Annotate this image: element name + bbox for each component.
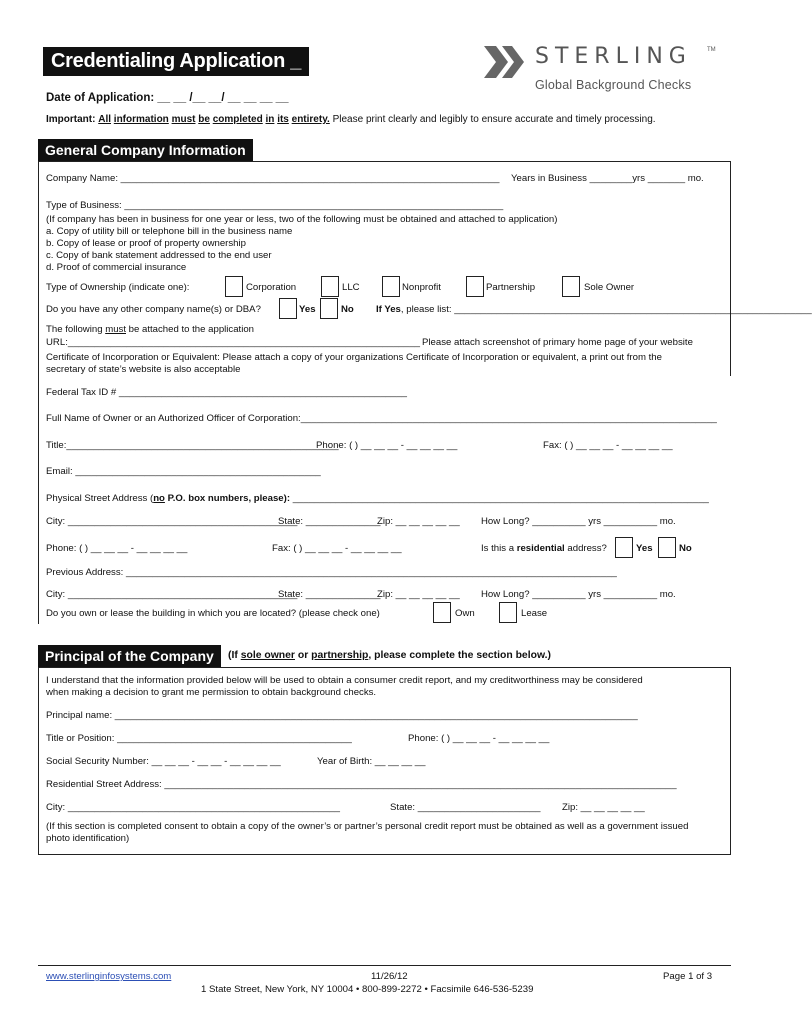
page-title: Credentialing Application _ bbox=[43, 47, 309, 76]
ssn-field[interactable]: Social Security Number: __ __ __ - __ __ - __ __ __ __ bbox=[46, 756, 281, 767]
residential-suffix: address? bbox=[564, 543, 607, 554]
important-notice bbox=[46, 114, 656, 125]
principal-section-heading: Principal of the Company bbox=[38, 645, 221, 667]
how-long-field-previous[interactable]: How Long? __________ yrs __________ mo. bbox=[481, 589, 676, 600]
footer-address: 1 State Street, New York, NY 10004 • 800-899-2272 • Facsimile 646-536-5239 bbox=[201, 984, 534, 995]
partnership-checkbox[interactable] bbox=[466, 276, 484, 297]
important-entirety: entirety. bbox=[291, 114, 330, 125]
general-left-rule bbox=[38, 376, 39, 624]
please-list-line: , please list: ___________________________________________________________________ bbox=[400, 304, 812, 315]
zip-field-previous[interactable]: Zip: __ __ __ __ __ bbox=[377, 589, 460, 600]
ownership-label: Type of Ownership (indicate one): bbox=[46, 282, 190, 293]
one-year-note-text: (If company has been in business for one year or less, two of the following must be obtained and attached to application) bbox=[46, 214, 558, 225]
physical-address-suffix: P.O. box numbers, please): bbox=[164, 493, 291, 504]
residential-word: residential bbox=[516, 543, 565, 554]
consent-text bbox=[46, 675, 643, 699]
physical-address-line: ______________________________________________________________________________ bbox=[292, 493, 709, 504]
footer-website[interactable] bbox=[46, 971, 171, 982]
dba-yes-label: Yes bbox=[299, 304, 316, 315]
city-field-previous[interactable]: City: ___________________________________________ bbox=[46, 589, 298, 600]
city-field[interactable]: City: ___________________________________________ bbox=[46, 516, 298, 527]
double-chevron-icon bbox=[484, 46, 528, 78]
certificate-line-2: secretary of state’s website is also acceptable bbox=[46, 364, 241, 375]
residential-question bbox=[481, 543, 607, 554]
own-label: Own bbox=[455, 608, 475, 619]
important-must: must bbox=[171, 114, 196, 125]
certificate-note bbox=[46, 352, 662, 376]
attachment-note bbox=[46, 324, 254, 335]
residential-no-checkbox[interactable] bbox=[658, 537, 676, 558]
important-in: in bbox=[265, 114, 275, 125]
footer-rule bbox=[38, 965, 731, 966]
principal-phone-field[interactable]: Phone: ( ) __ __ __ - __ __ __ __ bbox=[408, 733, 550, 744]
residential-yes-label: Yes bbox=[636, 543, 653, 554]
own-checkbox[interactable] bbox=[433, 602, 451, 623]
fax-field-2[interactable]: Fax: ( ) __ __ __ - __ __ __ __ bbox=[272, 543, 402, 554]
photo-id-note bbox=[46, 821, 688, 845]
important-its: its bbox=[277, 114, 289, 125]
lease-label: Lease bbox=[521, 608, 548, 619]
dba-no-label: No bbox=[341, 304, 354, 315]
email-field[interactable]: Email: ______________________________________________ bbox=[46, 466, 321, 477]
consent-line-2: when making a decision to grant me permission to obtain background checks. bbox=[46, 687, 377, 698]
years-in-business-field[interactable]: Years in Business ________yrs _______ mo. bbox=[511, 173, 704, 184]
consent-line-1: I understand that the information provided below will be used to obtain a consumer credit report, and my creditworthiness may be considered bbox=[46, 675, 643, 686]
nonprofit-checkbox[interactable] bbox=[382, 276, 400, 297]
note-sole-owner: sole owner bbox=[240, 650, 295, 661]
footer-page-number: Page 1 of 3 bbox=[663, 971, 713, 982]
year-of-birth-field[interactable]: Year of Birth: __ __ __ __ bbox=[317, 756, 426, 767]
photo-id-line-1: (If this section is completed consent to obtain a copy of the owner’s or partner’s personal credit report must be obtained as well as a government issued bbox=[46, 821, 689, 832]
note-prefix: (If bbox=[228, 650, 241, 661]
residential-yes-checkbox[interactable] bbox=[615, 537, 633, 558]
general-section-heading: General Company Information bbox=[38, 139, 253, 161]
residential-prefix: Is this a bbox=[481, 543, 517, 554]
owner-name-field[interactable]: Full Name of Owner or an Authorized Officer of Corporation:______________________________________________________________________________ bbox=[46, 413, 717, 424]
principal-name-field[interactable]: Principal name: __________________________________________________________________________________________________ bbox=[46, 710, 638, 721]
important-all: All bbox=[98, 114, 112, 125]
item-d: d. Proof of commercial insurance bbox=[46, 262, 187, 273]
how-long-field[interactable]: How Long? __________ yrs __________ mo. bbox=[481, 516, 676, 527]
following-prefix: The following bbox=[46, 324, 106, 335]
residential-address-field[interactable]: Residential Street Address: ________________________________________________________________________________________________ bbox=[46, 779, 677, 790]
previous-address-field[interactable]: Previous Address: ____________________________________________________________________________________________ bbox=[46, 567, 617, 578]
llc-label: LLC bbox=[342, 282, 360, 293]
trademark-mark: TM bbox=[707, 47, 716, 53]
principal-state-field[interactable]: State: _______________________ bbox=[390, 802, 541, 813]
residential-no-label: No bbox=[679, 543, 692, 554]
phone-field-2[interactable]: Phone: ( ) __ __ __ - __ __ __ __ bbox=[46, 543, 188, 554]
physical-address-no: no bbox=[153, 493, 165, 504]
dba-question: Do you have any other company name(s) or DBA? bbox=[46, 304, 261, 315]
following-must: must bbox=[105, 324, 126, 335]
corporation-label: Corporation bbox=[246, 282, 297, 293]
state-field-previous[interactable]: State: ______________ bbox=[278, 589, 381, 600]
state-field[interactable]: State: ______________ bbox=[278, 516, 381, 527]
company-name-field[interactable]: Company Name: _______________________________________________________________________ bbox=[46, 173, 500, 184]
item-c: c. Copy of bank statement addressed to the end user bbox=[46, 250, 272, 261]
physical-address-field[interactable] bbox=[46, 493, 709, 504]
sole-owner-checkbox[interactable] bbox=[562, 276, 580, 297]
llc-checkbox[interactable] bbox=[321, 276, 339, 297]
important-label: Important: bbox=[46, 114, 96, 125]
phone-field[interactable]: Phone: ( ) __ __ __ - __ __ __ __ bbox=[316, 440, 458, 451]
note-or: or bbox=[294, 650, 312, 661]
certificate-line-1: Certificate of Incorporation or Equivalent: Please attach a copy of your organizations Certificate of Incorporation or equivalent, a print out from the bbox=[46, 352, 662, 363]
important-rest: Please print clearly and legibly to ensure accurate and timely processing. bbox=[332, 114, 656, 125]
principal-zip-field[interactable]: Zip: __ __ __ __ __ bbox=[562, 802, 645, 813]
important-information: information bbox=[113, 114, 169, 125]
url-field[interactable]: URL:__________________________________________________________________ bbox=[46, 337, 421, 348]
one-year-note bbox=[46, 214, 557, 274]
dba-no-checkbox[interactable] bbox=[320, 298, 338, 319]
own-lease-question: Do you own or lease the building in which you are located? (please check one) bbox=[46, 608, 380, 619]
dba-list-field[interactable] bbox=[376, 304, 812, 315]
principal-section-note bbox=[228, 650, 551, 661]
corporation-checkbox[interactable] bbox=[225, 276, 243, 297]
important-completed: completed bbox=[212, 114, 263, 125]
if-yes-label: If Yes bbox=[376, 304, 401, 315]
footer-date: 11/26/12 bbox=[371, 971, 408, 982]
physical-address-prefix: Physical Street Address ( bbox=[46, 493, 154, 504]
fax-field[interactable]: Fax: ( ) __ __ __ - __ __ __ __ bbox=[543, 440, 673, 451]
date-of-application[interactable]: Date of Application: __ __ /__ __/ __ __ __ __ bbox=[46, 92, 289, 104]
title-field[interactable]: Title:___________________________________________________ bbox=[46, 440, 339, 451]
principal-city-field[interactable]: City: ___________________________________________________ bbox=[46, 802, 340, 813]
nonprofit-label: Nonprofit bbox=[402, 282, 441, 293]
sole-owner-label: Sole Owner bbox=[584, 282, 635, 293]
partnership-label: Partnership bbox=[486, 282, 536, 293]
title-position-field[interactable]: Title or Position: ____________________________________________ bbox=[46, 733, 352, 744]
zip-field[interactable]: Zip: __ __ __ __ __ bbox=[377, 516, 460, 527]
brand-name: STERLING bbox=[535, 44, 692, 69]
brand-tagline: Global Background Checks bbox=[535, 78, 692, 92]
note-partnership: partnership bbox=[311, 650, 369, 661]
note-suffix: , please complete the section below.) bbox=[368, 650, 551, 661]
important-be: be bbox=[198, 114, 210, 125]
lease-checkbox[interactable] bbox=[499, 602, 517, 623]
type-of-business-field[interactable]: Type of Business: _______________________________________________________________________ bbox=[46, 200, 504, 211]
website-link[interactable]: www.sterlinginfosystems.com bbox=[46, 971, 172, 982]
item-a: a. Copy of utility bill or telephone bill in the business name bbox=[46, 226, 293, 237]
url-note: Please attach screenshot of primary home page of your website bbox=[422, 337, 693, 348]
photo-id-line-2: photo identification) bbox=[46, 833, 130, 844]
federal-tax-id-field[interactable]: Federal Tax ID # ______________________________________________________ bbox=[46, 387, 407, 398]
following-suffix: be attached to the application bbox=[126, 324, 255, 335]
item-b: b. Copy of lease or proof of property ownership bbox=[46, 238, 246, 249]
dba-yes-checkbox[interactable] bbox=[279, 298, 297, 319]
